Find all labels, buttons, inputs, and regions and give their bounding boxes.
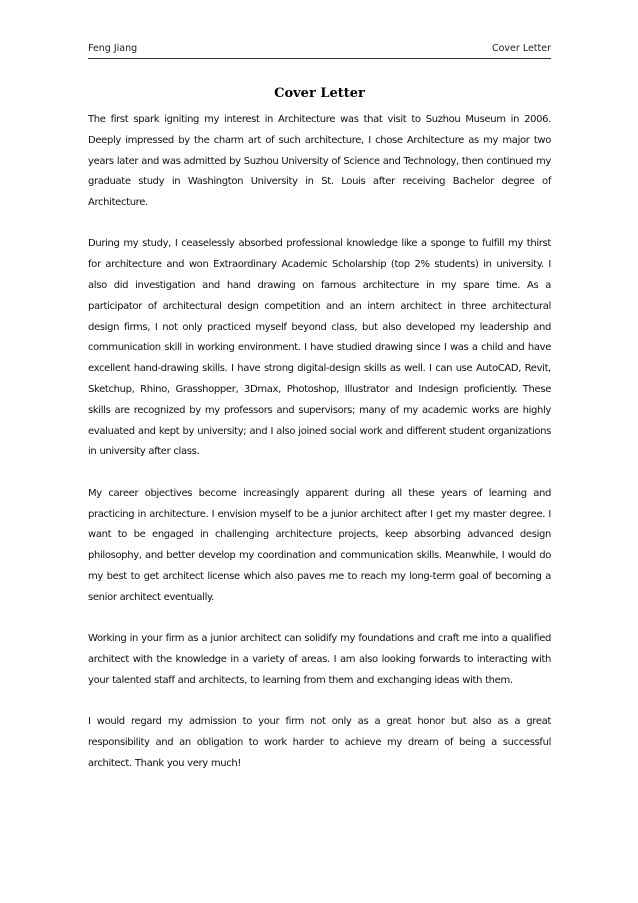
running-header [88,43,551,59]
letter-body [88,110,551,795]
header-section: Cover Letter [491,43,551,54]
paragraph-1: The first spark igniting my interest in Architecture was that visit to Suzhou Museum in 2006. Deeply impressed by the charm art of such architecture, I chose Architecture as my major two years later and was admitted by Suzhou University of Science and Technology, then continued my graduate study in Washington University in St. Louis after receiving Bachelor degree of Architecture. [88,114,551,209]
header-rule [88,58,551,59]
header-author: Feng Jiang [88,43,138,54]
paragraph-2: During my study, I ceaselessly absorbed professional knowledge like a sponge to fulfill my thirst for architecture and won Extraordinary Academic Scholarship (top 2% students) in university. I also did investigation and hand drawing on famous architecture in my spare time. As a participator of architectural design competition and an intern architect in three architectural design firms, I not only practiced myself beyond class, but also developed my leadership and communication skill in working environment. I have studied drawing since I was a child and have excellent hand-drawing skills. I have strong digital-design skills as well. I can use AutoCAD, Revit, Sketchup, Rhino, Grasshopper, 3Dmax, Photoshop, Illustrator and Indesign proficiently. These skills are recognized by my professors and supervisors; many of my academic works are highly evaluated and kept by university; and I also joined social work and different student organizations in university after class. [88,238,551,458]
paragraph-5: I would regard my admission to your firm not only as a great honor but also as a great responsibility and an obligation to work harder to achieve my dream of being a successful architect. Thank you very much! [88,715,551,769]
paragraph-3: My career objectives become increasingly apparent during all these years of learning and practicing in architecture. I envision myself to be a junior architect after I get my master degree. I want to be engaged in challenging architecture projects, keep absorbing advanced design philosophy, and better develop my coordination and communication skills. Meanwhile, I would do my best to get architect license which also paves me to reach my long-term goal of becoming a senior architect eventually. [88,487,551,603]
paragraph-4: Working in your firm as a junior architect can solidify my foundations and craft me into a qualified architect with the knowledge in a variety of areas. I am also looking forwards to interacting with your talented staff and architects, to learning from them and exchanging ideas with them. [88,633,551,686]
document-title: Cover Letter [274,86,365,101]
